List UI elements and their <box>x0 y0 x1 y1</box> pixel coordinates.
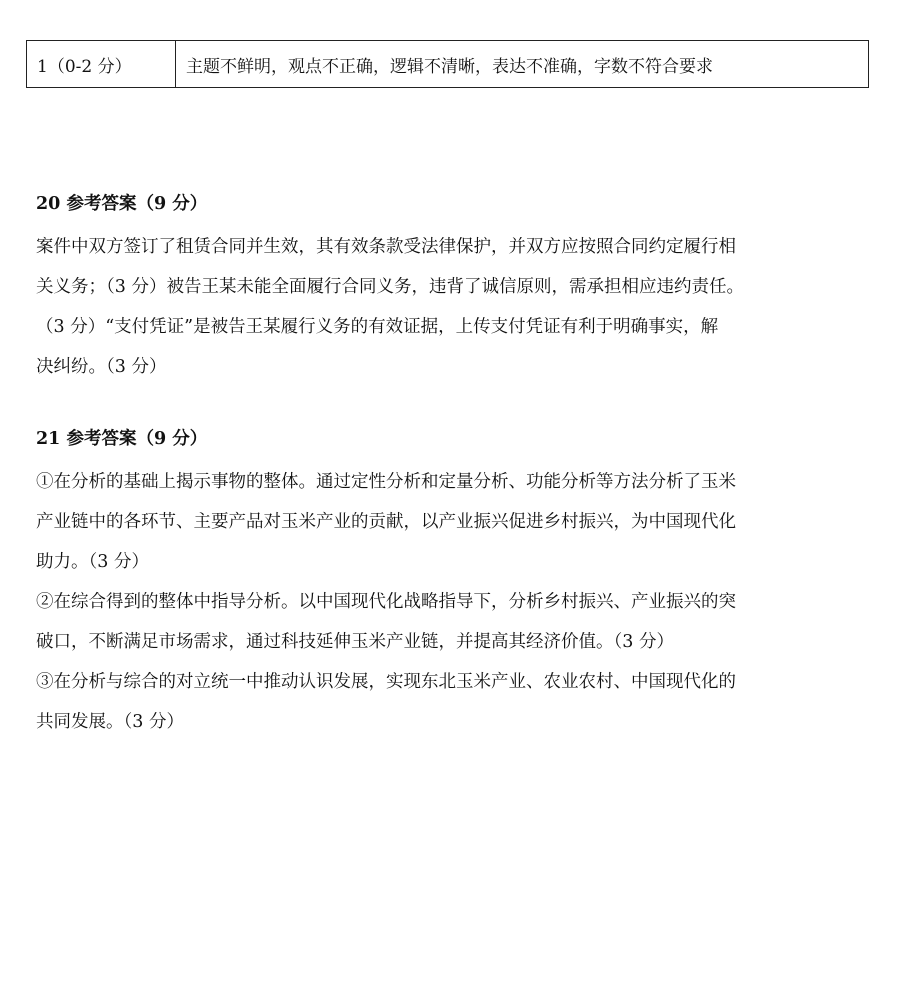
answer-20-line: 决纠纷。（3 分） <box>36 357 167 377</box>
score-cell: 1（0-2 分） <box>27 41 176 88</box>
answer-21-line: 破口，不断满足市场需求，通过科技延伸玉米产业链，并提高其经济价值。（3 分） <box>36 632 674 652</box>
answer-20-heading: 20 参考答案（9 分） <box>36 194 208 214</box>
answer-21-line: 产业链中的各环节、主要产品对玉米产业的贡献，以产业振兴促进乡村振兴，为中国现代化 <box>36 512 736 532</box>
criteria-cell: 主题不鲜明，观点不正确，逻辑不清晰，表达不准确，字数不符合要求 <box>176 41 869 88</box>
answer-21-section <box>36 425 866 742</box>
answer-21-line: ①在分析的基础上揭示事物的整体。通过定性分析和定量分析、功能分析等方法分析了玉米 <box>36 472 736 492</box>
grading-table <box>26 40 869 88</box>
table-row <box>27 41 869 88</box>
answer-21-line: ②在综合得到的整体中指导分析。以中国现代化战略指导下，分析乡村振兴、产业振兴的突 <box>36 592 736 612</box>
answer-20-section <box>36 190 866 387</box>
answer-21-heading: 21 参考答案（9 分） <box>36 429 208 449</box>
answer-20-line: 案件中双方签订了租赁合同并生效，其有效条款受法律保护，并双方应按照合同约定履行相 <box>36 237 736 257</box>
answer-20-line: 关义务；（3 分）被告王某未能全面履行合同义务，违背了诚信原则，需承担相应违约责任。 <box>36 277 744 297</box>
answer-20-line: （3 分）“支付凭证”是被告王某履行义务的有效证据，上传支付凭证有利于明确事实，解 <box>36 317 719 337</box>
answer-21-line: ③在分析与综合的对立统一中推动认识发展，实现东北玉米产业、农业农村、中国现代化的 <box>36 672 736 692</box>
answer-21-line: 助力。（3 分） <box>36 552 149 572</box>
answer-21-line: 共同发展。（3 分） <box>36 712 184 732</box>
